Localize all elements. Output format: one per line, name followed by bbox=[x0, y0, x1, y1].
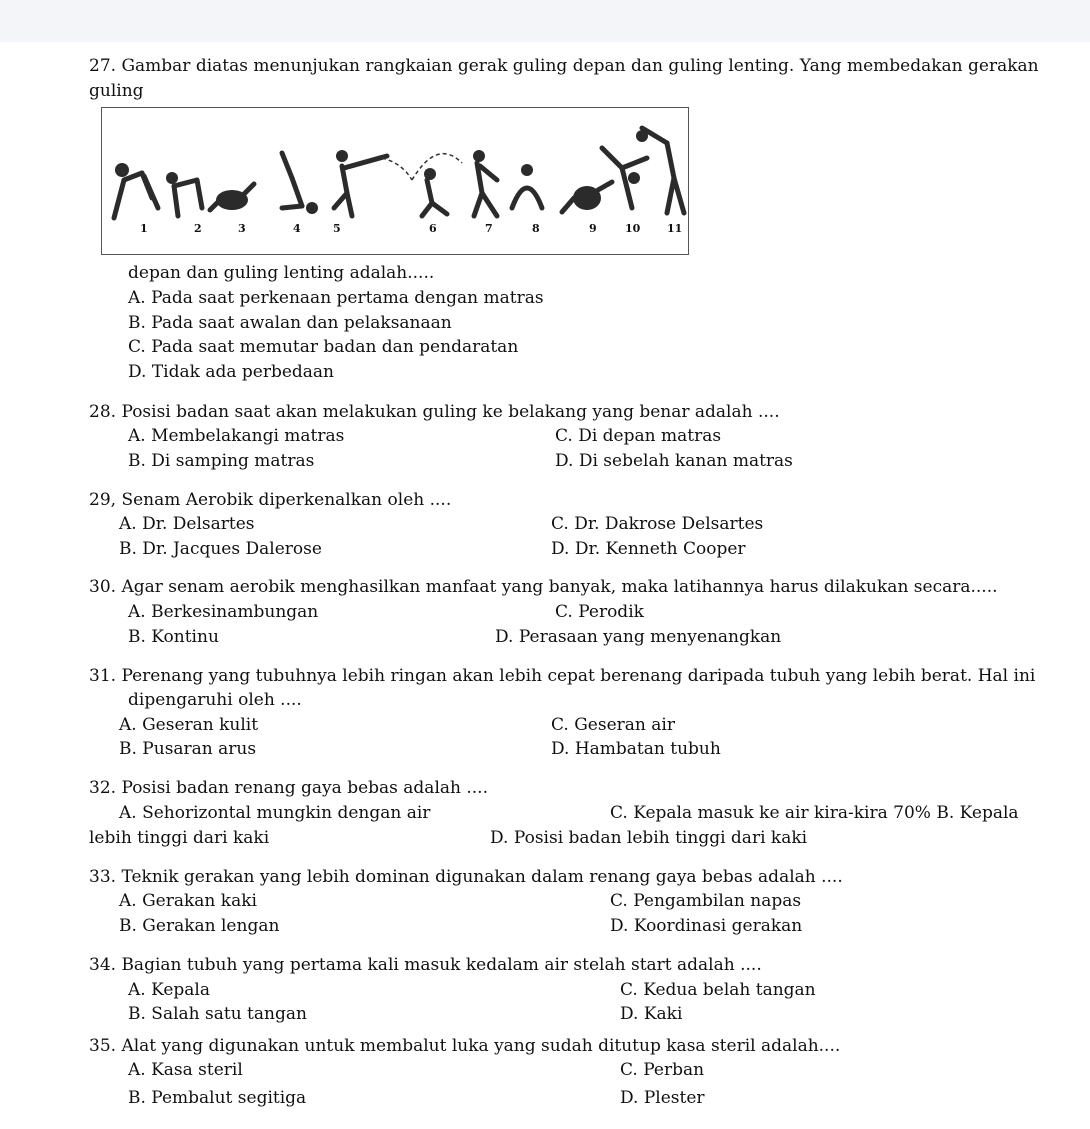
option-d[interactable]: D. Tidak ada perbedaan bbox=[128, 362, 335, 382]
roll-sequence-figure bbox=[101, 107, 689, 255]
question-text: 31. Perenang yang tubuhnya lebih ringan akan lebih cepat berenang daripada tubuh yang lebih berat. Hal ini bbox=[89, 666, 1036, 686]
option-b[interactable]: B. Pusaran arus bbox=[119, 739, 257, 759]
option-c[interactable]: C. Pengambilan napas bbox=[610, 891, 802, 911]
figure-number: 9 bbox=[589, 222, 597, 235]
option-b[interactable]: B. Dr. Jacques Dalerose bbox=[119, 539, 322, 559]
option-a[interactable]: A. Dr. Delsartes bbox=[119, 514, 255, 534]
option-c[interactable]: C. Kepala masuk ke air kira-kira 70% B. Kepala bbox=[610, 803, 1019, 823]
option-c[interactable]: C. Geseran air bbox=[551, 715, 675, 735]
option-b[interactable]: B. Kontinu bbox=[128, 627, 219, 647]
figure-number: 10 bbox=[625, 222, 641, 235]
figure-number: 2 bbox=[194, 222, 202, 235]
option-b[interactable]: B. Gerakan lengan bbox=[119, 916, 280, 936]
figure-number: 3 bbox=[238, 222, 246, 235]
option-a[interactable]: A. Membelakangi matras bbox=[128, 426, 345, 446]
option-b[interactable]: B. Salah satu tangan bbox=[128, 1004, 307, 1024]
option-c[interactable]: C. Perodik bbox=[555, 602, 644, 622]
question-text: 30. Agar senam aerobik menghasilkan manfaat yang banyak, maka latihannya harus dilakukan secara..... bbox=[89, 577, 998, 597]
option-a[interactable]: A. Berkesinambungan bbox=[128, 602, 319, 622]
option-a[interactable]: A. Gerakan kaki bbox=[119, 891, 257, 911]
option-c[interactable]: C. Kedua belah tangan bbox=[620, 980, 816, 1000]
figure-number: 8 bbox=[532, 222, 540, 235]
question-text-cont: dipengaruhi oleh .... bbox=[128, 690, 302, 710]
option-c[interactable]: C. Perban bbox=[620, 1060, 705, 1080]
question-text: 29, Senam Aerobik diperkenalkan oleh .... bbox=[89, 490, 452, 510]
gymnast-silhouettes bbox=[102, 108, 688, 254]
question-text: 27. Gambar diatas menunjukan rangkaian gerak guling depan dan guling lenting. Yang membedakan gerakan bbox=[89, 56, 1039, 76]
option-d[interactable]: D. Kaki bbox=[620, 1004, 683, 1024]
option-d[interactable]: D. Koordinasi gerakan bbox=[610, 916, 803, 936]
option-d[interactable]: D. Di sebelah kanan matras bbox=[555, 451, 793, 471]
question-text: 35. Alat yang digunakan untuk membalut luka yang sudah ditutup kasa steril adalah.... bbox=[89, 1036, 841, 1056]
option-b-cont[interactable]: lebih tinggi dari kaki bbox=[89, 828, 270, 848]
option-a[interactable]: A. Sehorizontal mungkin dengan air bbox=[119, 803, 431, 823]
figure-number: 4 bbox=[293, 222, 301, 235]
option-d[interactable]: D. Plester bbox=[620, 1088, 705, 1108]
option-c[interactable]: C. Dr. Dakrose Delsartes bbox=[551, 514, 764, 534]
option-c[interactable]: C. Pada saat memutar badan dan pendaratan bbox=[128, 337, 519, 357]
option-b[interactable]: B. Di samping matras bbox=[128, 451, 315, 471]
option-c[interactable]: C. Di depan matras bbox=[555, 426, 722, 446]
option-d[interactable]: D. Dr. Kenneth Cooper bbox=[551, 539, 746, 559]
figure-number: 11 bbox=[667, 222, 683, 235]
option-b[interactable]: B. Pada saat awalan dan pelaksanaan bbox=[128, 313, 452, 333]
figure-number: 5 bbox=[333, 222, 341, 235]
option-d[interactable]: D. Perasaan yang menyenangkan bbox=[495, 627, 782, 647]
question-text: 28. Posisi badan saat akan melakukan guling ke belakang yang benar adalah .... bbox=[89, 402, 780, 422]
option-b[interactable]: B. Pembalut segitiga bbox=[128, 1088, 307, 1108]
question-text: 32. Posisi badan renang gaya bebas adalah .... bbox=[89, 778, 488, 798]
figure-number: 1 bbox=[140, 222, 148, 235]
question-text: 33. Teknik gerakan yang lebih dominan digunakan dalam renang gaya bebas adalah .... bbox=[89, 867, 843, 887]
option-d[interactable]: D. Posisi badan lebih tinggi dari kaki bbox=[490, 828, 808, 848]
option-a[interactable]: A. Kepala bbox=[128, 980, 210, 1000]
question-text-cont: guling bbox=[89, 81, 144, 101]
option-a[interactable]: A. Kasa steril bbox=[128, 1060, 243, 1080]
question-text-cont: depan dan guling lenting adalah..... bbox=[128, 263, 435, 283]
question-text: 34. Bagian tubuh yang pertama kali masuk kedalam air stelah start adalah .... bbox=[89, 955, 762, 975]
option-a[interactable]: A. Geseran kulit bbox=[119, 715, 259, 735]
option-a[interactable]: A. Pada saat perkenaan pertama dengan matras bbox=[128, 288, 544, 308]
option-d[interactable]: D. Hambatan tubuh bbox=[551, 739, 721, 759]
top-bar bbox=[0, 0, 1090, 42]
figure-number: 7 bbox=[485, 222, 493, 235]
figure-number: 6 bbox=[429, 222, 437, 235]
